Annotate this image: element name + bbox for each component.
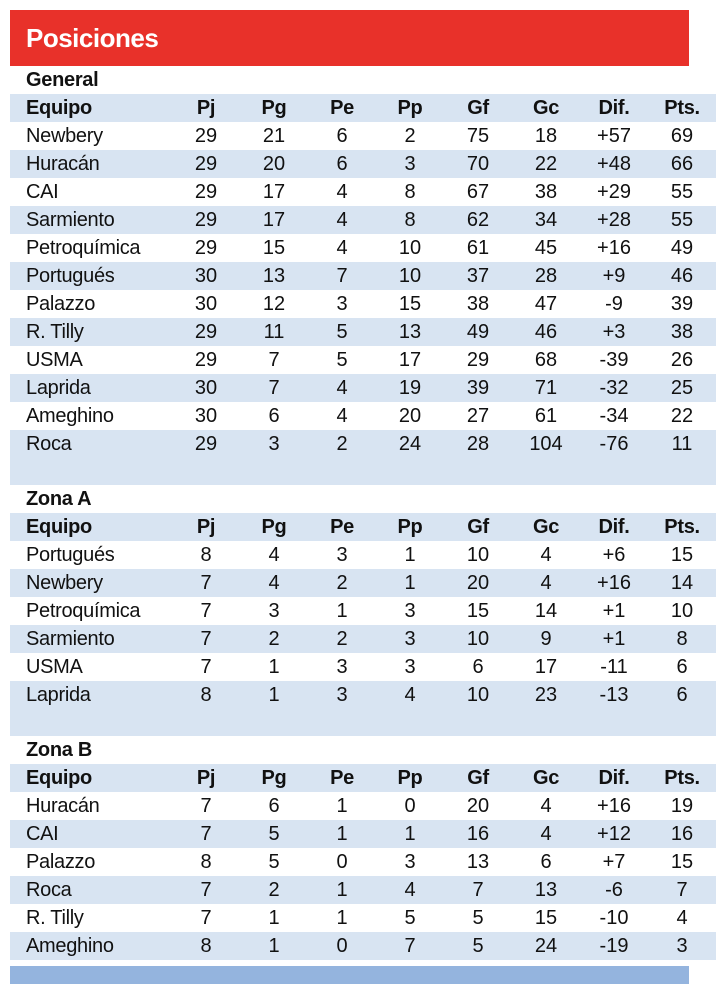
stat-cell: 1	[308, 876, 376, 904]
stat-cell: 4	[308, 178, 376, 206]
column-header: Gc	[512, 94, 580, 122]
stat-cell: 22	[512, 150, 580, 178]
stat-cell: 4	[376, 681, 444, 709]
standings-table-body	[10, 66, 716, 960]
stat-cell: +12	[580, 820, 648, 848]
stat-cell: 1	[240, 681, 308, 709]
stat-cell: 0	[308, 932, 376, 960]
stat-cell: 13	[240, 262, 308, 290]
stat-cell: 7	[240, 374, 308, 402]
stat-cell: 7	[172, 904, 240, 932]
stat-cell: 55	[648, 206, 716, 234]
stat-cell: -34	[580, 402, 648, 430]
header-row	[10, 764, 716, 792]
stat-cell: 4	[376, 876, 444, 904]
stat-cell: 9	[512, 625, 580, 653]
stat-cell: 3	[240, 430, 308, 458]
stat-cell: 3	[308, 653, 376, 681]
column-header: Pts.	[648, 513, 716, 541]
table-row	[10, 262, 716, 290]
stat-cell: 67	[444, 178, 512, 206]
team-name: Laprida	[10, 681, 172, 709]
stat-cell: 66	[648, 150, 716, 178]
table-row	[10, 932, 716, 960]
stat-cell: 29	[172, 122, 240, 150]
stat-cell: 3	[376, 848, 444, 876]
stat-cell: 1	[308, 597, 376, 625]
stat-cell: 6	[648, 681, 716, 709]
stat-cell: 61	[512, 402, 580, 430]
stat-cell: +16	[580, 792, 648, 820]
stat-cell: 29	[172, 234, 240, 262]
stat-cell: 19	[376, 374, 444, 402]
stat-cell: 3	[308, 541, 376, 569]
stat-cell: -32	[580, 374, 648, 402]
stat-cell: 0	[376, 792, 444, 820]
stat-cell: 7	[172, 820, 240, 848]
stat-cell: 19	[648, 792, 716, 820]
stat-cell: 1	[308, 904, 376, 932]
page-title: Posiciones	[26, 22, 159, 53]
stat-cell: 49	[648, 234, 716, 262]
team-name: Portugués	[10, 262, 172, 290]
stat-cell: 4	[512, 569, 580, 597]
stat-cell: 8	[172, 541, 240, 569]
stat-cell: 6	[648, 653, 716, 681]
stat-cell: 4	[512, 541, 580, 569]
section-title: General	[10, 66, 716, 94]
stat-cell: 3	[376, 597, 444, 625]
table-row	[10, 625, 716, 653]
column-header: Gf	[444, 94, 512, 122]
section-title-row	[10, 736, 716, 764]
stat-cell: 61	[444, 234, 512, 262]
stat-cell: 30	[172, 262, 240, 290]
stat-cell: 4	[512, 792, 580, 820]
stat-cell: 38	[648, 318, 716, 346]
stat-cell: 6	[308, 150, 376, 178]
stat-cell: 7	[172, 792, 240, 820]
stat-cell: 4	[240, 569, 308, 597]
stat-cell: 15	[376, 290, 444, 318]
stat-cell: 47	[512, 290, 580, 318]
stat-cell: +9	[580, 262, 648, 290]
stat-cell: 7	[172, 625, 240, 653]
stat-cell: +1	[580, 597, 648, 625]
header-row	[10, 94, 716, 122]
column-header: Dif.	[580, 513, 648, 541]
table-row	[10, 402, 716, 430]
stat-cell: 29	[172, 206, 240, 234]
stat-cell: 15	[512, 904, 580, 932]
stat-cell: 5	[444, 932, 512, 960]
team-name: R. Tilly	[10, 904, 172, 932]
team-name: Laprida	[10, 374, 172, 402]
stat-cell: 6	[240, 792, 308, 820]
stat-cell: 14	[512, 597, 580, 625]
stat-cell: 5	[308, 318, 376, 346]
column-header: Equipo	[10, 94, 172, 122]
stat-cell: 10	[444, 625, 512, 653]
stat-cell: 1	[376, 569, 444, 597]
column-header: Pj	[172, 764, 240, 792]
table-row	[10, 122, 716, 150]
stat-cell: 6	[308, 122, 376, 150]
team-name: Roca	[10, 876, 172, 904]
stat-cell: 29	[172, 346, 240, 374]
stat-cell: 7	[172, 876, 240, 904]
header-row	[10, 513, 716, 541]
stat-cell: 3	[648, 932, 716, 960]
stat-cell: 5	[308, 346, 376, 374]
stat-cell: 15	[648, 541, 716, 569]
stat-cell: 8	[376, 206, 444, 234]
stat-cell: 1	[240, 653, 308, 681]
team-name: Portugués	[10, 541, 172, 569]
team-name: Petroquímica	[10, 597, 172, 625]
team-name: Roca	[10, 430, 172, 458]
stat-cell: 7	[376, 932, 444, 960]
stat-cell: 20	[240, 150, 308, 178]
stat-cell: 14	[648, 569, 716, 597]
column-header: Dif.	[580, 764, 648, 792]
stat-cell: 4	[648, 904, 716, 932]
column-header: Pe	[308, 513, 376, 541]
table-row	[10, 150, 716, 178]
stat-cell: 7	[444, 876, 512, 904]
stat-cell: 17	[240, 178, 308, 206]
column-header: Equipo	[10, 764, 172, 792]
table-row	[10, 206, 716, 234]
stat-cell: 39	[648, 290, 716, 318]
stat-cell: 7	[240, 346, 308, 374]
stat-cell: 15	[444, 597, 512, 625]
stat-cell: 30	[172, 290, 240, 318]
stat-cell: 71	[512, 374, 580, 402]
table-row	[10, 178, 716, 206]
stat-cell: +7	[580, 848, 648, 876]
stat-cell: -76	[580, 430, 648, 458]
stat-cell: 6	[512, 848, 580, 876]
column-header: Gc	[512, 764, 580, 792]
stat-cell: 6	[444, 653, 512, 681]
stat-cell: 2	[308, 430, 376, 458]
stat-cell: 30	[172, 374, 240, 402]
stat-cell: 15	[240, 234, 308, 262]
column-header: Pp	[376, 513, 444, 541]
section-spacer	[10, 709, 716, 736]
table-row	[10, 904, 716, 932]
stat-cell: +48	[580, 150, 648, 178]
stat-cell: 4	[308, 374, 376, 402]
team-name: Sarmiento	[10, 625, 172, 653]
stat-cell: 10	[376, 262, 444, 290]
stat-cell: +16	[580, 569, 648, 597]
column-header: Pj	[172, 94, 240, 122]
stat-cell: 25	[648, 374, 716, 402]
stat-cell: 34	[512, 206, 580, 234]
table-row	[10, 318, 716, 346]
stat-cell: 37	[444, 262, 512, 290]
team-name: Palazzo	[10, 290, 172, 318]
stat-cell: 2	[308, 569, 376, 597]
stat-cell: 7	[308, 262, 376, 290]
stat-cell: 39	[444, 374, 512, 402]
section-title: Zona A	[10, 485, 716, 513]
table-row	[10, 234, 716, 262]
team-name: CAI	[10, 178, 172, 206]
stat-cell: 0	[308, 848, 376, 876]
stat-cell: -13	[580, 681, 648, 709]
stat-cell: 10	[648, 597, 716, 625]
stat-cell: -9	[580, 290, 648, 318]
column-header: Pg	[240, 94, 308, 122]
stat-cell: 29	[444, 346, 512, 374]
stat-cell: 16	[444, 820, 512, 848]
stat-cell: 5	[240, 820, 308, 848]
stat-cell: 2	[308, 625, 376, 653]
table-row	[10, 430, 716, 458]
team-name: Palazzo	[10, 848, 172, 876]
stat-cell: 17	[240, 206, 308, 234]
stat-cell: 7	[172, 653, 240, 681]
stat-cell: 10	[444, 541, 512, 569]
stat-cell: 1	[376, 541, 444, 569]
stat-cell: 1	[240, 904, 308, 932]
stat-cell: 70	[444, 150, 512, 178]
stat-cell: 11	[240, 318, 308, 346]
stat-cell: 21	[240, 122, 308, 150]
stat-cell: 1	[376, 820, 444, 848]
column-header: Pts.	[648, 94, 716, 122]
stat-cell: +28	[580, 206, 648, 234]
stat-cell: 23	[512, 681, 580, 709]
table-row	[10, 597, 716, 625]
stat-cell: +1	[580, 625, 648, 653]
table-row	[10, 876, 716, 904]
stat-cell: 22	[648, 402, 716, 430]
column-header: Pg	[240, 764, 308, 792]
stat-cell: 5	[240, 848, 308, 876]
stat-cell: 4	[512, 820, 580, 848]
stat-cell: 68	[512, 346, 580, 374]
stat-cell: 8	[172, 681, 240, 709]
stat-cell: 13	[444, 848, 512, 876]
team-name: Ameghino	[10, 932, 172, 960]
stat-cell: 29	[172, 150, 240, 178]
stat-cell: +16	[580, 234, 648, 262]
stat-cell: 6	[240, 402, 308, 430]
standings-panel	[10, 0, 700, 984]
team-name: Sarmiento	[10, 206, 172, 234]
column-header: Pp	[376, 94, 444, 122]
table-row	[10, 792, 716, 820]
stat-cell: 16	[648, 820, 716, 848]
stat-cell: 49	[444, 318, 512, 346]
stat-cell: 2	[240, 876, 308, 904]
section-title-row	[10, 66, 716, 94]
stat-cell: 2	[376, 122, 444, 150]
stat-cell: 15	[648, 848, 716, 876]
stat-cell: 46	[512, 318, 580, 346]
stat-cell: -19	[580, 932, 648, 960]
stat-cell: -39	[580, 346, 648, 374]
column-header: Pe	[308, 94, 376, 122]
stat-cell: 38	[444, 290, 512, 318]
stat-cell: 13	[376, 318, 444, 346]
stat-cell: 4	[308, 206, 376, 234]
team-name: CAI	[10, 820, 172, 848]
stat-cell: 55	[648, 178, 716, 206]
team-name: Ameghino	[10, 402, 172, 430]
stat-cell: 38	[512, 178, 580, 206]
section-title-row	[10, 485, 716, 513]
stat-cell: 46	[648, 262, 716, 290]
stat-cell: 13	[512, 876, 580, 904]
column-header: Pe	[308, 764, 376, 792]
stat-cell: -11	[580, 653, 648, 681]
column-header: Equipo	[10, 513, 172, 541]
stat-cell: 8	[648, 625, 716, 653]
stat-cell: 17	[376, 346, 444, 374]
stat-cell: 4	[240, 541, 308, 569]
stat-cell: 7	[648, 876, 716, 904]
spacer-cell	[10, 458, 716, 485]
stat-cell: +57	[580, 122, 648, 150]
stat-cell: 8	[172, 848, 240, 876]
stat-cell: +29	[580, 178, 648, 206]
team-name: Newbery	[10, 569, 172, 597]
section-spacer	[10, 458, 716, 485]
stat-cell: 20	[444, 569, 512, 597]
stat-cell: 29	[172, 178, 240, 206]
table-row	[10, 541, 716, 569]
table-row	[10, 346, 716, 374]
stat-cell: 29	[172, 318, 240, 346]
stat-cell: 10	[376, 234, 444, 262]
stat-cell: 10	[444, 681, 512, 709]
stat-cell: 5	[444, 904, 512, 932]
stat-cell: 11	[648, 430, 716, 458]
footer-bar	[10, 966, 689, 984]
column-header: Gf	[444, 513, 512, 541]
team-name: R. Tilly	[10, 318, 172, 346]
column-header: Pts.	[648, 764, 716, 792]
stat-cell: 30	[172, 402, 240, 430]
stat-cell: 4	[308, 402, 376, 430]
table-row	[10, 848, 716, 876]
team-name: Huracán	[10, 150, 172, 178]
column-header: Pj	[172, 513, 240, 541]
stat-cell: 7	[172, 597, 240, 625]
stat-cell: 24	[376, 430, 444, 458]
stat-cell: 4	[308, 234, 376, 262]
column-header: Pp	[376, 764, 444, 792]
stat-cell: 1	[240, 932, 308, 960]
stat-cell: 104	[512, 430, 580, 458]
stat-cell: 2	[240, 625, 308, 653]
stat-cell: 28	[512, 262, 580, 290]
team-name: USMA	[10, 346, 172, 374]
stat-cell: 45	[512, 234, 580, 262]
stat-cell: 26	[648, 346, 716, 374]
stat-cell: 62	[444, 206, 512, 234]
stat-cell: 28	[444, 430, 512, 458]
stat-cell: 20	[376, 402, 444, 430]
section-title: Zona B	[10, 736, 716, 764]
stat-cell: 18	[512, 122, 580, 150]
table-row	[10, 290, 716, 318]
stat-cell: -6	[580, 876, 648, 904]
stat-cell: 1	[308, 820, 376, 848]
team-name: Newbery	[10, 122, 172, 150]
stat-cell: 24	[512, 932, 580, 960]
table-row	[10, 569, 716, 597]
stat-cell: 8	[172, 932, 240, 960]
column-header: Pg	[240, 513, 308, 541]
stat-cell: 29	[172, 430, 240, 458]
team-name: USMA	[10, 653, 172, 681]
stat-cell: 3	[308, 681, 376, 709]
table-row	[10, 681, 716, 709]
standings-table	[10, 66, 716, 960]
stat-cell: 8	[376, 178, 444, 206]
stat-cell: 17	[512, 653, 580, 681]
stat-cell: 3	[376, 653, 444, 681]
stat-cell: +6	[580, 541, 648, 569]
table-row	[10, 820, 716, 848]
stat-cell: 3	[376, 625, 444, 653]
stat-cell: 3	[376, 150, 444, 178]
stat-cell: 1	[308, 792, 376, 820]
stat-cell: 12	[240, 290, 308, 318]
table-row	[10, 374, 716, 402]
table-row	[10, 653, 716, 681]
stat-cell: 69	[648, 122, 716, 150]
stat-cell: 7	[172, 569, 240, 597]
stat-cell: -10	[580, 904, 648, 932]
stat-cell: +3	[580, 318, 648, 346]
stat-cell: 3	[240, 597, 308, 625]
column-header: Dif.	[580, 94, 648, 122]
title-bar	[10, 10, 689, 66]
column-header: Gc	[512, 513, 580, 541]
column-header: Gf	[444, 764, 512, 792]
team-name: Petroquímica	[10, 234, 172, 262]
stat-cell: 5	[376, 904, 444, 932]
stat-cell: 75	[444, 122, 512, 150]
stat-cell: 3	[308, 290, 376, 318]
spacer-cell	[10, 709, 716, 736]
team-name: Huracán	[10, 792, 172, 820]
stat-cell: 27	[444, 402, 512, 430]
stat-cell: 20	[444, 792, 512, 820]
